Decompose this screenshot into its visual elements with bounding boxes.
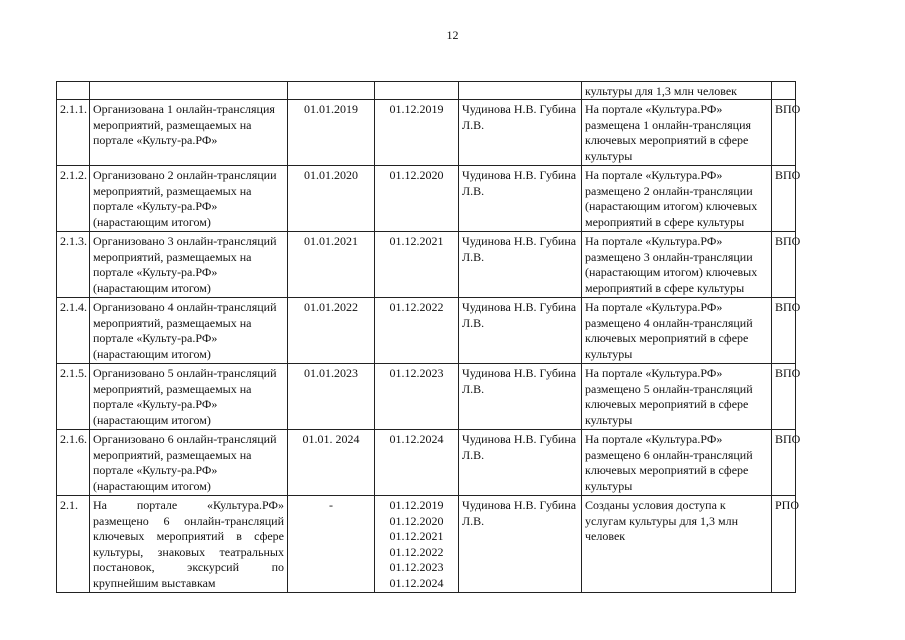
cell-type: ВПО <box>772 100 796 166</box>
table-row-summary <box>57 496 796 593</box>
cell-result: На портале «Культура.РФ» размещено 4 онлайн-трансляций ключевых мероприятий в сфере культуры <box>582 298 772 364</box>
cell-responsible <box>459 82 582 100</box>
cell-start: 01.01.2020 <box>288 166 375 232</box>
cell-num: 2.1.2. <box>57 166 90 232</box>
end-date: 01.12.2024 <box>389 575 444 590</box>
end-date: 01.12.2022 <box>389 544 444 559</box>
cell-num: 2.1.6. <box>57 430 90 496</box>
cell-responsible: Чудинова Н.В. Губина Л.В. <box>459 496 582 593</box>
page-number: 12 <box>446 28 459 42</box>
cell-end: 01.12.2024 <box>375 430 459 496</box>
cell-responsible: Чудинова Н.В. Губина Л.В. <box>459 166 582 232</box>
cell-responsible: Чудинова Н.В. Губина Л.В. <box>459 232 582 298</box>
cell-start: - <box>288 496 375 593</box>
cell-event: Организовано 3 онлайн-трансляций мероприятий, размещаемых на портале «Культу-ра.РФ» (нарастающим итогом) <box>90 232 288 298</box>
cell-result: На портале «Культура.РФ» размещено 5 онлайн-трансляций ключевых мероприятий в сфере культуры <box>582 364 772 430</box>
cell-start <box>288 82 375 100</box>
cell-type: ВПО <box>772 232 796 298</box>
cell-start: 01.01.2019 <box>288 100 375 166</box>
cell-event: Организовано 6 онлайн-трансляций мероприятий, размещаемых на портале «Культу-ра.РФ» (нарастающим итогом) <box>90 430 288 496</box>
cell-event: Организовано 2 онлайн-трансляции мероприятий, размещаемых на портале «Культу-ра.РФ» (нарастающим итогом) <box>90 166 288 232</box>
cell-start: 01.01. 2024 <box>288 430 375 496</box>
table-row <box>57 166 796 232</box>
cell-responsible: Чудинова Н.В. Губина Л.В. <box>459 298 582 364</box>
cell-end-dates <box>375 496 459 593</box>
cell-result: На портале «Культура.РФ» размещено 6 онлайн-трансляций ключевых мероприятий в сфере культуры <box>582 430 772 496</box>
cell-num: 2.1.1. <box>57 100 90 166</box>
cell-type: ВПО <box>772 364 796 430</box>
cell-end <box>375 82 459 100</box>
table-row-continuation <box>57 82 796 100</box>
cell-responsible: Чудинова Н.В. Губина Л.В. <box>459 364 582 430</box>
cell-type: ВПО <box>772 166 796 232</box>
cell-end: 01.12.2023 <box>375 364 459 430</box>
end-date: 01.12.2023 <box>389 560 444 574</box>
cell-event: Организовано 4 онлайн-трансляций мероприятий, размещаемых на портале «Культу-ра.РФ» (нарастающим итогом) <box>90 298 288 364</box>
end-date: 01.12.2020 <box>389 513 444 528</box>
cell-responsible: Чудинова Н.В. Губина Л.В. <box>459 100 582 166</box>
table-row <box>57 298 796 364</box>
table-row <box>57 364 796 430</box>
cell-type: ВПО <box>772 430 796 496</box>
cell-num: 2.1.4. <box>57 298 90 364</box>
cell-end: 01.12.2021 <box>375 232 459 298</box>
cell-end: 01.12.2019 <box>375 100 459 166</box>
cell-result: Созданы условия доступа к услугам культуры для 1,3 млн человек <box>582 496 772 593</box>
cell-result: На портале «Культура.РФ» размещено 2 онлайн-трансляции (нарастающим итогом) ключевых мероприятий в сфере культуры <box>582 166 772 232</box>
cell-start: 01.01.2023 <box>288 364 375 430</box>
table-row <box>57 232 796 298</box>
cell-type <box>772 82 796 100</box>
cell-result: На портале «Культура.РФ» размещено 3 онлайн-трансляции (нарастающим итогом) ключевых мероприятий в сфере культуры <box>582 232 772 298</box>
cell-num: 2.1. <box>57 496 90 593</box>
cell-num <box>57 82 90 100</box>
cell-num: 2.1.3. <box>57 232 90 298</box>
cell-num: 2.1.5. <box>57 364 90 430</box>
cell-end: 01.12.2020 <box>375 166 459 232</box>
cell-event: Организована 1 онлайн-трансляция мероприятий, размещаемых на портале «Культу-ра.РФ» <box>90 100 288 166</box>
cell-type: ВПО <box>772 298 796 364</box>
cell-event: На портале «Культура.РФ» размещено 6 онлайн-трансляций ключевых мероприятий в сфере культуры, знаковых театральных постановок, экскурсий по крупнейшим выставкам <box>90 496 288 593</box>
cell-start: 01.01.2022 <box>288 298 375 364</box>
cell-result: На портале «Культура.РФ» размещена 1 онлайн-трансляция ключевых мероприятий в сфере культуры <box>582 100 772 166</box>
cell-event: Организовано 5 онлайн-трансляций мероприятий, размещаемых на портале «Культу-ра.РФ» (нарастающим итогом) <box>90 364 288 430</box>
cell-type: РПО <box>772 496 796 593</box>
plan-table <box>56 81 801 593</box>
end-date: 01.12.2021 <box>389 529 444 543</box>
cell-start: 01.01.2021 <box>288 232 375 298</box>
cell-result: культуры для 1,3 млн человек <box>582 82 772 100</box>
table-row <box>57 430 796 496</box>
end-date: 01.12.2019 <box>389 498 444 512</box>
cell-event <box>90 82 288 100</box>
cell-end: 01.12.2022 <box>375 298 459 364</box>
table-row <box>57 100 796 166</box>
cell-responsible: Чудинова Н.В. Губина Л.В. <box>459 430 582 496</box>
